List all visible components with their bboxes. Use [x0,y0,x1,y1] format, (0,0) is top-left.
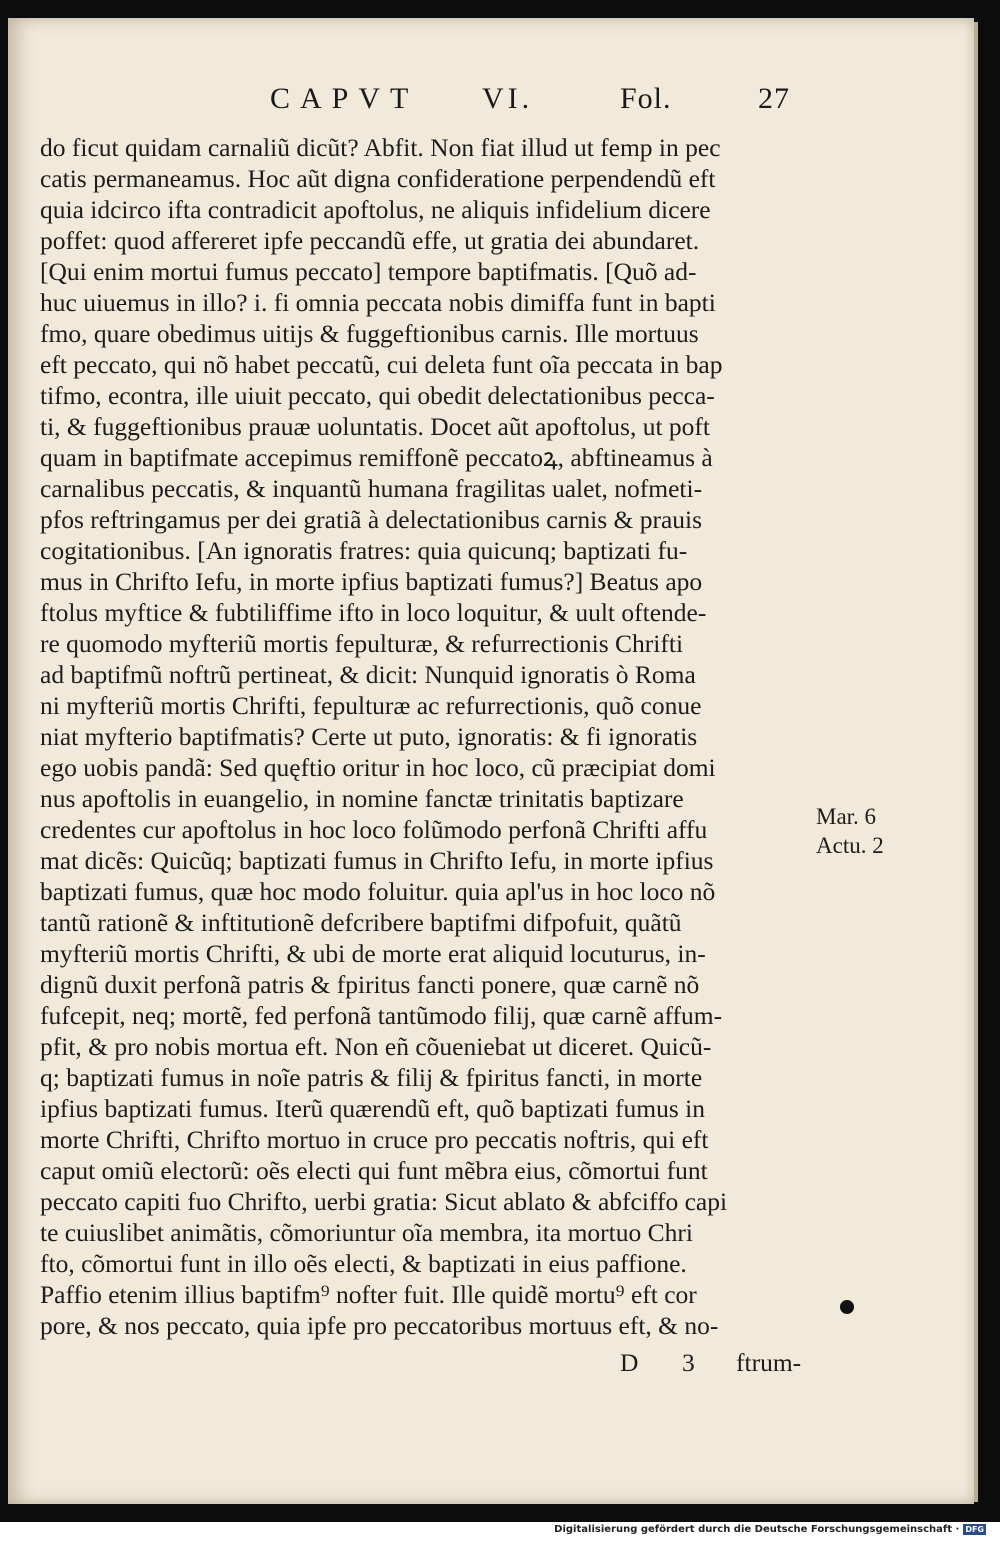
text-line: ego uobis pandã: Sed quęftio oritur in hoc loco, cũ præcipiat domi [40,753,716,782]
running-head-fol: Fol. [620,82,672,115]
text-line: huc uiuemus in illo? i. fi omnia peccata nobis dimiffa funt in bapti [40,288,716,317]
text-line: quia idcirco ifta contradicit apoftolus, ne aliquis infidelium dicere [40,195,711,224]
running-head-caput: CAPVT [270,82,419,115]
text-line: Paffio etenim illius baptifm⁹ nofter fuit. Ille quidẽ mortu⁹ eft cor [40,1280,697,1309]
catchword: ftrum- [736,1348,802,1377]
signature-number: 3 [682,1348,695,1377]
digitization-footer [554,1522,986,1536]
text-line: mat dicẽs: Quicũq; baptizati fumus in Chrifto Iefu, in morte ipfius [40,846,714,875]
signature-mark: D [620,1348,639,1377]
text-line: cogitationibus. [An ignoratis fratres: quia quicunq; baptizati fu- [40,536,688,565]
body-text [40,132,812,1341]
text-line: te cuiuslibet animãtis, cõmoriuntur oĩa membra, ita mortuo Chri [40,1218,693,1247]
text-line: carnalibus peccatis, & inquantũ humana fragilitas ualet, nofmeti- [40,474,703,503]
text-line: [Qui enim mortui fumus peccato] tempore baptifmatis. [Quõ ad- [40,257,697,286]
text-line: pore, & nos peccato, quia ipfe pro peccatoribus mortuus eft, & no- [40,1311,719,1340]
text-line: niat myfterio baptifmatis? Certe ut puto, ignoratis: & fi ignoratis [40,722,698,751]
marginal-note: Mar. 6 [816,804,877,829]
page-edge [974,22,978,1502]
text-line: caput omiũ electorũ: oẽs electi qui funt mẽbra eius, cõmortui funt [40,1156,708,1185]
text-line: ni myfteriũ mortis Chrifti, fepulturæ ac refurrectionis, quõ conue [40,691,702,720]
text-line: morte Chrifti, Chrifto mortuo in cruce pro peccatis noftris, qui eft [40,1125,709,1154]
text-line: credentes cur apoftolus in hoc loco folũmodo perfonã Chrifti affu [40,815,708,844]
ink-dot [840,1300,854,1314]
text-line: peccato capiti fuo Chrifto, uerbi gratia: Sicut ablato & abfciffo capi [40,1187,728,1216]
text-line: nus apoftolis in euangelio, in nomine fanctæ trinitatis baptizare [40,784,684,813]
text-line: re quomodo myfteriũ mortis fepulturæ, & refurrectionis Chrifti [40,629,684,658]
text-line: q; baptizati fumus in noĩe patris & filij & fpiritus fancti, in morte [40,1063,703,1092]
text-line: do ficut quidam carnaliũ dicũt? Abfit. Non fiat illud ut femp in pec [40,133,721,162]
running-head-chapter: VI. [482,82,534,115]
text-line: mus in Chrifto Iefu, in morte ipfius baptizati fumus?] Beatus apo [40,567,703,596]
text-line: ad baptifmũ noftrũ pertineat, & dicit: Nunquid ignoratis ò Roma [40,660,696,689]
text-line: ftolus myftice & fubtiliffime ifto in loco loquitur, & uult oftende- [40,598,707,627]
text-line: fufcepit, neq; mortẽ, fed perfonã tantũmodo filij, quæ carnẽ affum- [40,1001,723,1030]
text-line: quam in baptifmate accepimus remiffonẽ peccatoꝝ, abftineamus à [40,443,713,472]
text-line: catis permaneamus. Hoc aũt digna confideratione perpendendũ eft [40,164,716,193]
text-line: pfit, & pro nobis mortua eft. Non eñ cõueniebat ut diceret. Quicũ- [40,1032,712,1061]
dfg-logo: DFG [965,1524,984,1534]
marginal-notes [816,802,906,860]
text-line: baptizati fumus, quæ hoc modo foluitur. quia apl'us in hoc loco nõ [40,877,716,906]
text-line: pfos reftringamus per dei gratiã à delectationibus carnis & prauis [40,505,703,534]
text-line: eft peccato, qui nõ habet peccatũ, cui deleta funt oĩa peccata in bap [40,350,723,379]
text-line: fto, cõmortui funt in illo oẽs electi, & baptizati in eius paffione. [40,1249,687,1278]
footer-credit: Digitalisierung gefördert durch die Deutsche Forschungsgemeinschaft · [554,1523,960,1535]
text-line: poffet: quod affereret ipfe peccandũ effe, ut gratia dei abundaret. [40,226,700,255]
folio-number: 27 [758,82,790,115]
text-line: ti, & fuggeftionibus prauæ uoluntatis. Docet aũt apoftolus, ut poft [40,412,710,441]
text-line: fmo, quare obedimus uitijs & fuggeftionibus carnis. Ille mortuus [40,319,699,348]
running-head [270,82,800,126]
text-line: myfteriũ mortis Chrifti, & ubi de morte erat aliquid locuturus, in- [40,939,706,968]
marginal-note: Actu. 2 [816,833,884,858]
text-line: dignũ duxit perfonã patris & fpiritus fancti ponere, quæ carnẽ nõ [40,970,700,999]
text-line: tantũ rationẽ & inftitutionẽ defcribere baptifmi difpofuit, quãtũ [40,908,682,937]
text-line: tifmo, econtra, ille uiuit peccato, qui obedit delectationibus pecca- [40,381,715,410]
text-line: ipfius baptizati fumus. Iterũ quærendũ eft, quõ baptizati fumus in [40,1094,705,1123]
